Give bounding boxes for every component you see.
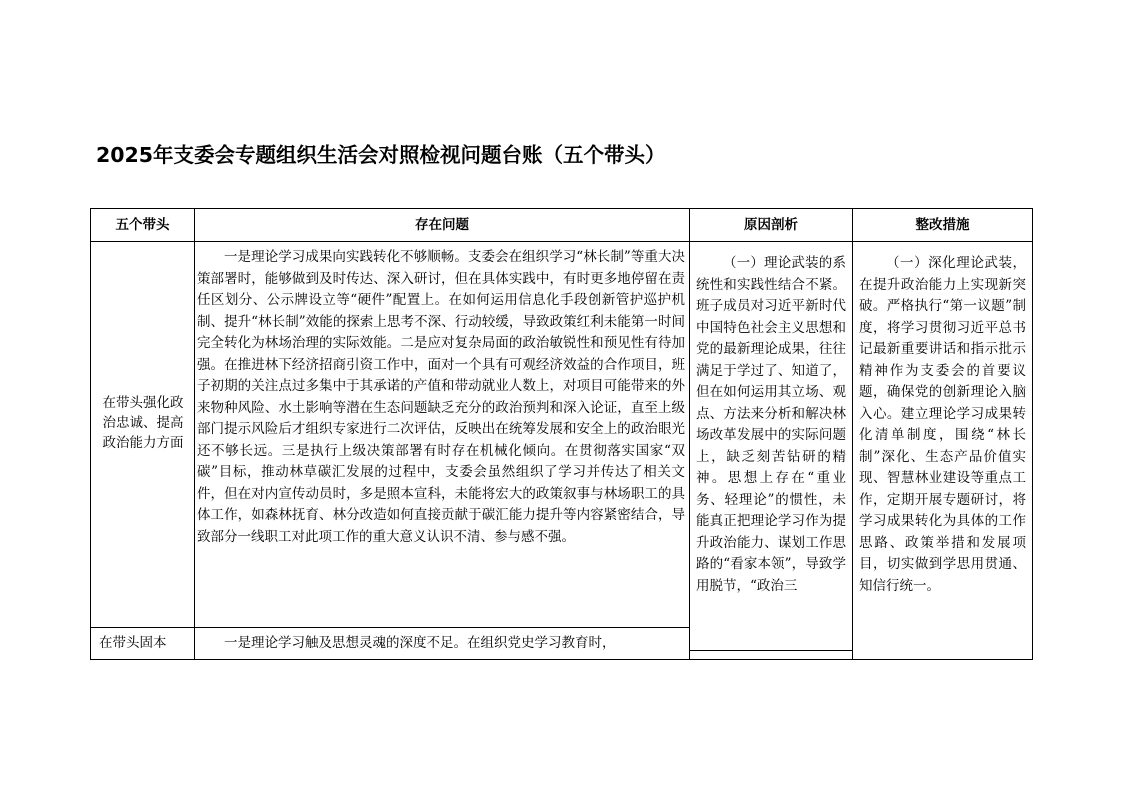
header-five-leads: 五个带头 xyxy=(115,217,170,233)
column-divider xyxy=(194,209,195,659)
header-problems: 存在问题 xyxy=(415,217,469,233)
row-category: 在带头固本 xyxy=(99,635,167,651)
row-divider xyxy=(91,627,689,628)
problem-text: 一是理论学习成果向实践转化不够顺畅。支委会在组织学习“林长制”等重大决策部署时，能够做到及时传达、深入研讨，但在具体实践中，有时更多地停留在责任区划分、公示牌设立等“硬件”配置上。在如何运用信息化手段创新管护巡护机制、提升“林长制”效能的探索上思考不深、行动较缓，导致政策红利未能第一时间完全转化为林场治理的实际效能。二是应对复杂局面的政治敏锐性和预见性有待加强。在推进林下经济招商引资工作中，面对一个具有可观经济效益的合作项目，班子初期的关注点过多集中于其承诺的产值和带动就业人数上，对项目可能带来的外来物种风险、水土影响等潜在生态问题缺乏充分的政治预判和深入论证，直至上级部门提示风险后才组织专家进行二次评估，反映出在统筹发展和安全上的政治眼光还不够长远。三是执行上级决策部署有时存在机械化倾向。在贯彻落实国家“双碳”目标，推动林草碳汇发展的过程中，支委会虽然组织了学习并传达了相关文件，但在对内宣传动员时，多是照本宣科，未能将宏大的政策叙事与林场职工的具体工作，如森林抚育、林分改造如何直接贡献于碳汇能力提升等内容紧密结合，导致部分一线职工对此项工作的重大意义认识不清、参与感不强。 xyxy=(197,249,685,545)
header-cause-analysis: 原因剖析 xyxy=(744,217,798,233)
page-title: 2025年支委会专题组织生活会对照检视问题台账（五个带头） xyxy=(96,143,666,167)
cause-text: （一）理论武装的系统性和实践性结合不紧。班子成员对习近平新时代中国特色社会主义思想和党的最新理论成果，往往满足于学过了、知道了，但在如何运用其立场、观点、方法来分析和解决林场改革发展中的实际问题上，缺乏刻苦钻研的精神。思想上存在“重业务、轻理论”的惯性，未能真正把理论学习作为提升政治能力、谋划工作思路的“看家本领”，导致学用脱节，“政治三 xyxy=(696,255,846,594)
header-rectification-measures: 整改措施 xyxy=(915,217,970,233)
row-divider xyxy=(689,650,852,651)
column-divider xyxy=(689,209,690,659)
problem-ledger-table xyxy=(90,208,1033,660)
measure-text: （一）深化理论武装，在提升政治能力上实现新突破。严格执行“第一议题”制度，将学习贯彻习近平总书记最新重要讲话和指示批示精神作为支委会的首要议题，确保党的创新理论入脑入心。建立理论学习成果转化清单制度，围绕“林长制”深化、生态产品价值实现、智慧林业建设等重点工作，定期开展专题研讨，将学习成果转化为具体的工作思路、政策举措和发展项目，切实做到学思用贯通、知信行统一。 xyxy=(859,255,1026,594)
column-divider xyxy=(852,209,853,659)
row-category: 在带头强化政治忠诚、提高政治能力方面 xyxy=(102,395,184,451)
problem-text: 一是理论学习触及思想灵魂的深度不足。在组织党史学习教育时， xyxy=(224,635,616,651)
header-divider xyxy=(91,241,1032,242)
